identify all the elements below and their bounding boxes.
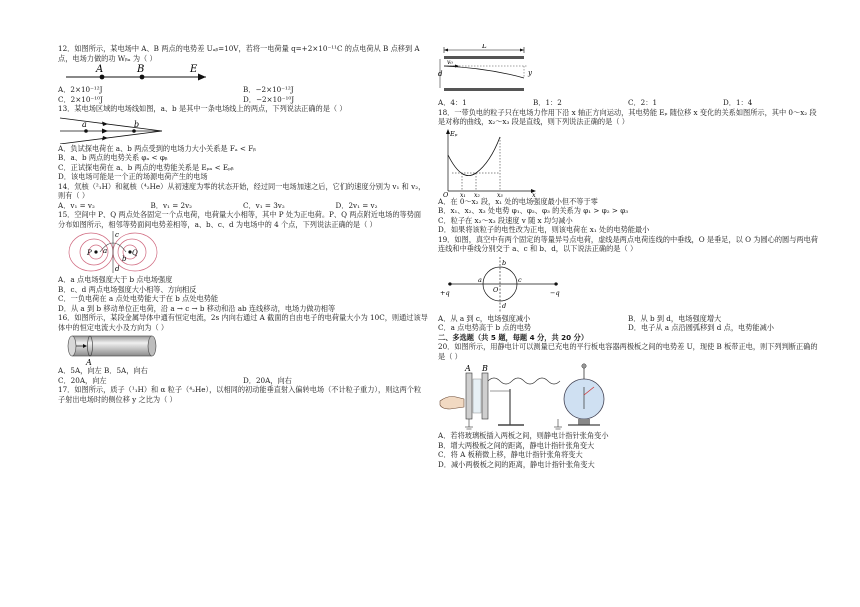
q17-deflection-figure xyxy=(438,44,548,98)
q15-label-p: P xyxy=(87,249,92,257)
q19-label-plus-q: +q xyxy=(440,288,450,297)
q13-option-d[interactable]: D．该电场可能是一个正的场源电荷产生的电场 xyxy=(58,172,208,181)
q15-option-c[interactable]: C．一负电荷在 a 点处电势能大于在 b 点处电势能 xyxy=(58,294,219,303)
q19-dipole-circle-figure xyxy=(438,254,568,314)
q19-label-b: b xyxy=(502,258,507,267)
q13-stem: 13．某电场区域的电场线如图，a、b 是其中一条电场线上的两点，下列说法正确的是（ ） xyxy=(58,104,347,113)
q18-stem: 18．一带负电的粒子只在电场力作用下沿 x 轴正方向运动，其电势能 Eₚ 随位移 x 变化的关系如图所示，其中 0～x₂ 段是对称的曲线，x₂～x₃ 段是直线，则下列说法正确的是（ ） xyxy=(438,107,817,126)
q13-label-a: a xyxy=(82,119,87,129)
left-column xyxy=(58,44,428,404)
q17-stem: 17．如图所示，质子（¹₁H）和 α 粒子（⁴₂He），以相同的初动能垂直射入偏转电场（不计粒子重力），则这两个粒子射出电场时的侧位移 y 之比为（ ） xyxy=(58,385,422,404)
q13-field-lines-figure xyxy=(58,114,168,144)
q20-label-a: A xyxy=(465,364,471,373)
q20-option-d[interactable]: D．减小两极板之间的距离，静电计指针张角变大 xyxy=(438,459,595,469)
q19-option-d[interactable]: D．电子从 a 点沿圆弧移到 d 点，电势能减小 xyxy=(628,323,774,332)
q17-label-d: d xyxy=(438,70,443,78)
q19-label-d: d xyxy=(502,301,507,310)
q18-option-a[interactable]: A．在 0～x₂ 段，x₁ 处的电场强度最小但不等于零 xyxy=(438,196,598,206)
q15-label-d: d xyxy=(115,265,120,273)
q14-options xyxy=(58,201,428,211)
q17-option-a[interactable]: A．4：1 xyxy=(438,98,467,107)
q19-option-b[interactable]: B．从 b 到 d，电场强度增大 xyxy=(628,313,722,323)
q18-label-x2: x₂ xyxy=(474,191,480,197)
q19-option-a[interactable]: A．从 a 到 c，电场强度减小 xyxy=(438,313,531,323)
q16-stem: 16．如图所示，某段金属导体中通有恒定电流，2s 内向右通过 A 截面的自由电子的电荷量大小为 10C，则通过该导体中的恒定电流大小及方向为（ ） xyxy=(58,313,428,332)
q15-option-a[interactable]: A．a 点电场强度大于 b 点电场强度 xyxy=(58,275,173,284)
q15-label-c: c xyxy=(115,231,119,239)
q16-label-a: A xyxy=(86,358,92,366)
q13-option-b[interactable]: B．a、b 两点的电势关系 φₐ < φᵦ xyxy=(58,153,168,162)
q17-option-b[interactable]: B．1：2 xyxy=(533,98,562,107)
q16-conductor-figure xyxy=(64,332,174,366)
q18-label-x1: x₁ xyxy=(460,191,466,197)
q15-label-b: b xyxy=(122,255,127,263)
q17-label-y: y xyxy=(528,69,532,77)
q20-label-b: B xyxy=(482,364,488,373)
q12-label-e: E xyxy=(190,64,198,75)
q16-option-ab[interactable]: A．5A，向左 B．5A，向右 xyxy=(58,366,148,375)
q13-options xyxy=(58,144,428,182)
q14-option-a[interactable]: A．v₁ = v₂ xyxy=(58,200,95,210)
q14-option-c[interactable]: C．v₁ = 3v₂ xyxy=(243,200,285,210)
q20-options xyxy=(438,431,818,469)
q12-label-a: A xyxy=(96,64,104,75)
q15-label-q: Q xyxy=(132,249,138,257)
q18-option-b[interactable]: B．x₁、x₂、x₃ 处电势 φ₁、φ₂、φ₃ 的关系为 φ₁ > φ₂ > φ₃ xyxy=(438,206,629,215)
q18-label-ep: Eₚ xyxy=(450,129,458,138)
q14-option-b[interactable]: B．v₁ = 2v₂ xyxy=(150,200,193,210)
q16-option-c[interactable]: C．20A，向左 xyxy=(58,375,107,385)
q17-label-v0: v₀ xyxy=(447,59,453,66)
q18-potential-energy-graph xyxy=(440,127,540,197)
q13-option-a[interactable]: A．负试探电荷在 a、b 两点受到的电场力大小关系是 Fₐ < Fᵦ xyxy=(58,143,256,153)
q19-label-a: a xyxy=(478,275,482,284)
q15-label-a: a xyxy=(103,247,108,255)
q12-option-d[interactable]: D．−2×10⁻¹⁰J xyxy=(243,94,295,104)
q17-option-c[interactable]: C．2：1 xyxy=(628,98,658,107)
q18-options xyxy=(438,197,818,235)
q12-stem: 12．如图所示，某电场中 A、B 两点的电势差 Uₐᵦ=10V，若将一电荷量 q=+2×10⁻¹¹C 的点电荷从 B 点移到 A 点，电场力做的功 Wᵦₐ 为（ ） xyxy=(58,44,420,63)
q19-stem: 19．如图，真空中有两个固定的等量异号点电荷，虚线是两点电荷连线的中垂线，O 是垂足，以 O 为圆心的圆与两电荷连线和中垂线分别交于 a、c 和 b、d，以下说法正确的是（ ） xyxy=(438,234,818,253)
q19-label-minus-q: −q xyxy=(550,288,560,297)
q16-options xyxy=(58,366,428,385)
q12-option-a[interactable]: A．2×10⁻¹²J xyxy=(58,85,103,94)
q20-stem: 20．如图所示，用静电计可以测量已充电的平行板电容器两极板之间的电势差 U，现使 B 板带正电，则下列判断正确的是（ ） xyxy=(438,342,818,361)
q17-label-l: L xyxy=(482,44,487,50)
q15-stem: 15．空间中 P、Q 两点处各固定一个点电荷，电荷量大小相等，其中 P 处为正电荷。P、Q 两点附近电场的等势面分布如图所示，相邻等势面间电势差相等，a、b、c、d 为电场中的 4 个点，下列说法正确的是（ ） xyxy=(58,210,422,229)
q12-label-b: B xyxy=(137,64,145,75)
q12-options xyxy=(58,85,428,104)
q18-option-d[interactable]: D．如果将该粒子的电性改为正电，则该电荷在 x₁ 处的电势能最小 xyxy=(438,225,650,234)
q20-option-b[interactable]: B．增大两极板之间的距离，静电计指针张角变大 xyxy=(438,440,595,450)
q13-option-c[interactable]: C．正试探电荷在 a、b 两点的电势能关系是 Eₚₐ < Eₚᵦ xyxy=(58,162,234,172)
q12-option-b[interactable]: B．−2×10⁻¹²J xyxy=(243,85,294,94)
q13-label-b: b xyxy=(134,119,140,129)
q12-field-line-figure xyxy=(66,63,216,85)
q20-option-c[interactable]: C．将 A 板稍微上移，静电计指针张角将变大 xyxy=(438,450,583,459)
q19-options xyxy=(438,314,818,333)
q20-option-a[interactable]: A．若将玻璃板插入两板之间，则静电计指针张角变小 xyxy=(438,431,609,440)
q18-option-c[interactable]: C．粒子在 x₂～x₃ 段速度 v 随 x 均匀减小 xyxy=(438,215,573,225)
q19-label-c: c xyxy=(518,275,522,284)
right-column xyxy=(438,44,818,469)
q12-option-c[interactable]: C．2×10⁻¹⁰J xyxy=(58,94,103,104)
q18-label-x: x xyxy=(532,190,536,197)
section-heading-multi-choice: 二、多选题（共 5 题，每题 4 分，共 20 分） xyxy=(438,332,589,342)
q18-label-o: O xyxy=(443,190,449,197)
q18-label-x3: x₃ xyxy=(497,191,503,197)
q19-option-c[interactable]: C．a 点电势高于 b 点的电势 xyxy=(438,323,532,332)
q19-label-o: O xyxy=(493,285,499,294)
q20-capacitor-electrometer-figure xyxy=(438,361,628,431)
q17-option-d[interactable]: D．1：4 xyxy=(723,98,753,107)
q15-options xyxy=(58,275,428,313)
q14-option-d[interactable]: D．2v₁ = v₂ xyxy=(335,200,378,210)
q15-option-b[interactable]: B．c、d 两点电场强度大小相等、方向相反 xyxy=(58,284,197,294)
q15-equipotential-figure xyxy=(60,229,180,275)
q17-options xyxy=(438,98,818,108)
q15-option-d[interactable]: D．从 a 到 b 移动单位正电荷，沿 a → c → b 移动和沿 ab 连线移动，电场力做功相等 xyxy=(58,303,336,313)
q16-option-d[interactable]: D．20A，向右 xyxy=(243,375,292,385)
q14-stem: 14．氘核（²₁H）和氦核（⁴₂He）从初速度为零的状态开始，经过同一电场加速之后，它们的速度分别为 v₁ 和 v₂，则有（ ） xyxy=(58,181,426,200)
